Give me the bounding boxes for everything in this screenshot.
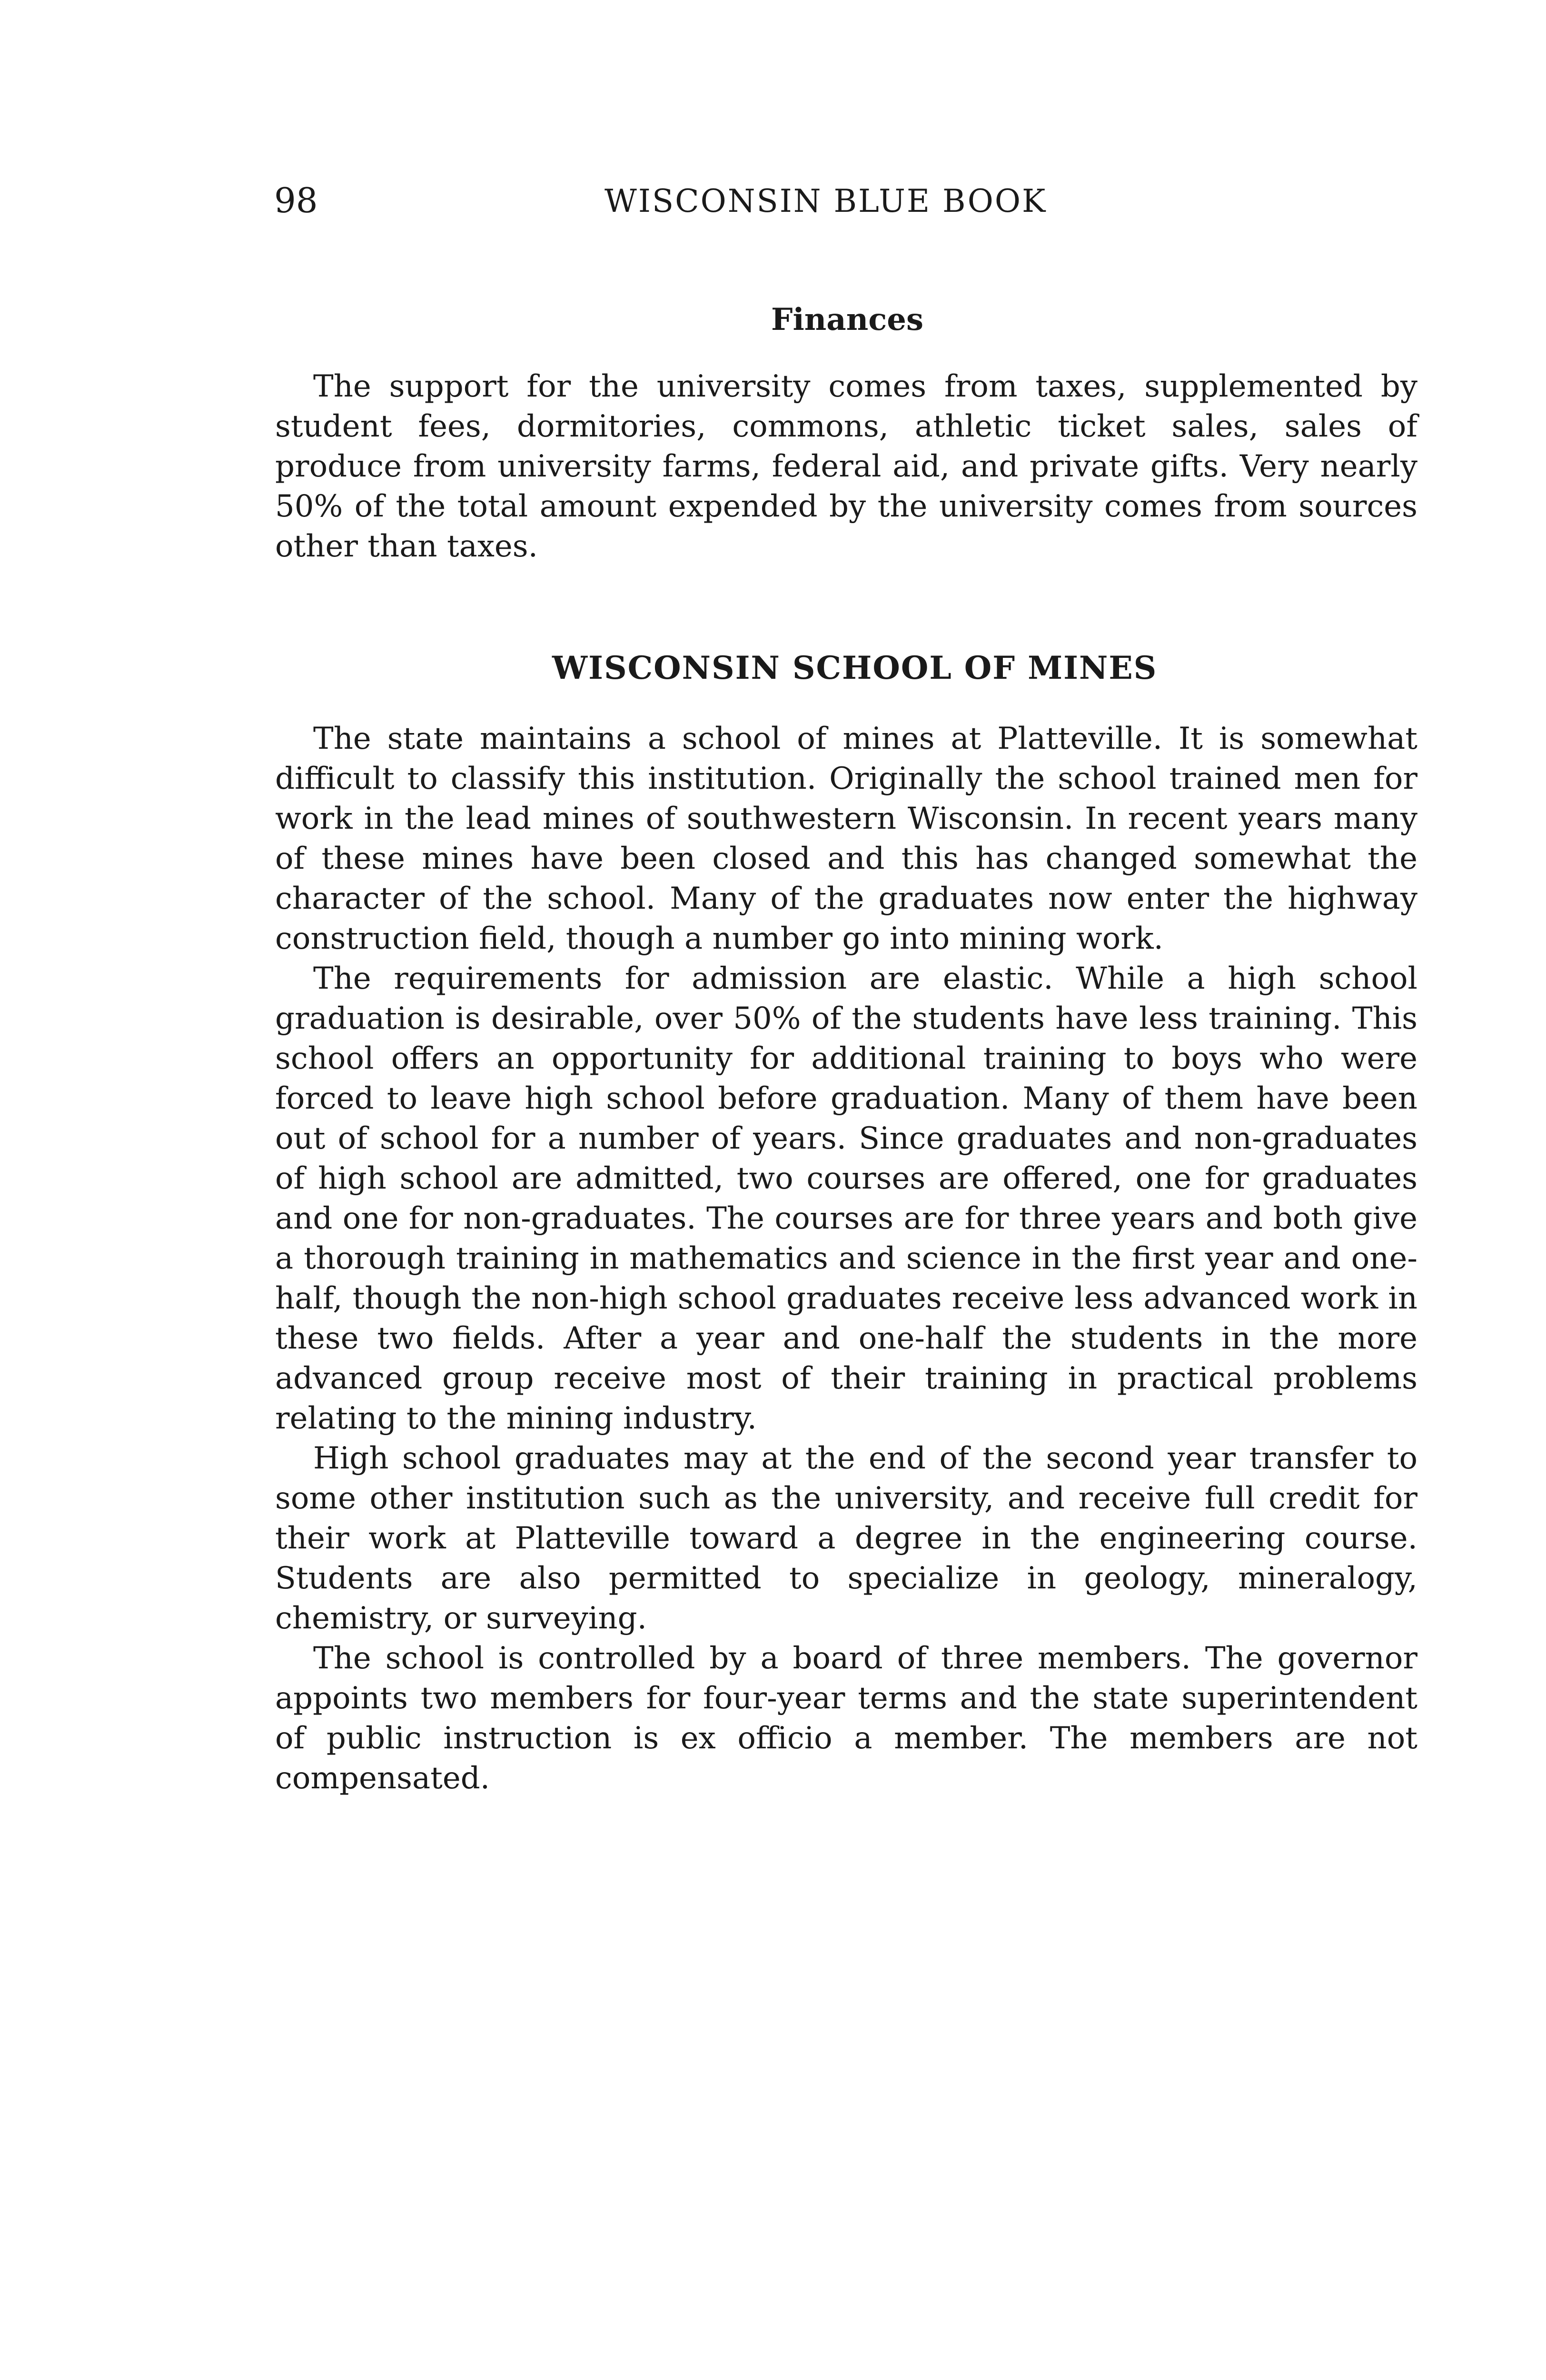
- school-of-mines-paragraph-1: The state maintains a school of mines at Platteville. It is somewhat difficult to classify this institution. Originally the school trained men for work in the lead mines of southwestern Wisconsin. In recent years many of these mines have been closed and this has changed somewhat the character of the school. Many of the graduates now enter the highway construction field, though a number go into mining work.: [275, 721, 1417, 956]
- school-of-mines-section: [275, 719, 1417, 1798]
- finances-section: [275, 367, 1417, 566]
- school-of-mines-paragraph-2: The requirements for admission are elastic. While a high school graduation is desirable, over 50% of the students have less training. This school offers an opportunity for additional training to boys who were forced to leave high school before graduation. Many of them have been out of school for a number of years. Since graduates and non-graduates of high school are admitted, two courses are offered, one for graduates and one for non-graduates. The courses are for three years and both give a thorough training in mathematics and science in the first year and one-half, though the non-high school graduates receive less advanced work in these two fields. After a year and one-half the students in the more advanced group receive most of their training in practical problems relating to the mining industry.: [275, 961, 1417, 1436]
- finances-paragraph: The support for the university comes from taxes, supplemented by student fees, dormitories, commons, athletic ticket sales, sales of produce from university farms, federal aid, and private gifts. Very nearly 50% of the total amount expended by the university comes from sources other than taxes.: [275, 369, 1417, 564]
- page-number: 98: [274, 180, 318, 220]
- school-of-mines-paragraph-4: The school is controlled by a board of three members. The governor appoints two members for four-year terms and the state superintendent of public instruction is ex officio a member. The members are not compensated.: [275, 1641, 1417, 1796]
- school-of-mines-heading: WISCONSIN SCHOOL OF MINES: [552, 649, 1158, 686]
- running-head-title: WISCONSIN BLUE BOOK: [605, 183, 1047, 219]
- school-of-mines-paragraph-3: High school graduates may at the end of the second year transfer to some other institution such as the university, and receive full credit for their work at Platteville toward a degree in the engineering course. Students are also permitted to specialize in geology, mineralogy, chemistry, or surveying.: [275, 1441, 1417, 1636]
- finances-heading: Finances: [771, 302, 923, 337]
